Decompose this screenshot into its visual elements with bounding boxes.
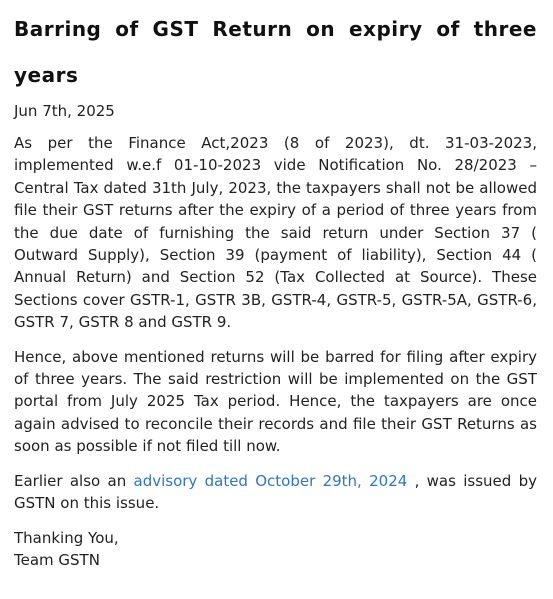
closing-team: Team GSTN: [14, 550, 100, 569]
closing-signature: [14, 527, 537, 572]
paragraph-3-lead-text: Earlier also an: [14, 471, 134, 490]
article-date: Jun 7th, 2025: [14, 102, 115, 120]
article-title: Barring of GST Return on expiry of three years: [14, 17, 537, 87]
article-paragraph-3: [14, 470, 537, 515]
paragraph-3-trailing-text: , was issued by GSTN on this issue.: [14, 471, 537, 513]
article-paragraph-1: As per the Finance Act,2023 (8 of 2023), dt. 31-03-2023, implemented w.e.f 01-10-2023 vide Notification No. 28/2023 – Central Tax dated 31th July, 2023, the taxpayers shall not be allowed file their GST returns after the expiry of a period of three years from the due date of furnishing the said return under Section 37 ( Outward Supply), Section 39 (payment of liability), Section 44 ( Annual Return) and Section 52 (Tax Collected at Source). These Sections cover GSTR-1, GSTR 3B, GSTR-4, GSTR-5, GSTR-5A, GSTR-6, GSTR 7, GSTR 8 and GSTR 9.: [14, 134, 537, 332]
closing-thanks: Thanking You,: [14, 528, 119, 547]
advisory-link[interactable]: advisory dated October 29th, 2024: [133, 471, 408, 490]
article-paragraph-2: Hence, above mentioned returns will be barred for filing after expiry of three years. The said restriction will be implemented on the GST portal from July 2025 Tax period. Hence, the taxpayers are once again advised to reconcile their records and file their GST Returns as soon as possible if not filed till now.: [14, 347, 537, 456]
